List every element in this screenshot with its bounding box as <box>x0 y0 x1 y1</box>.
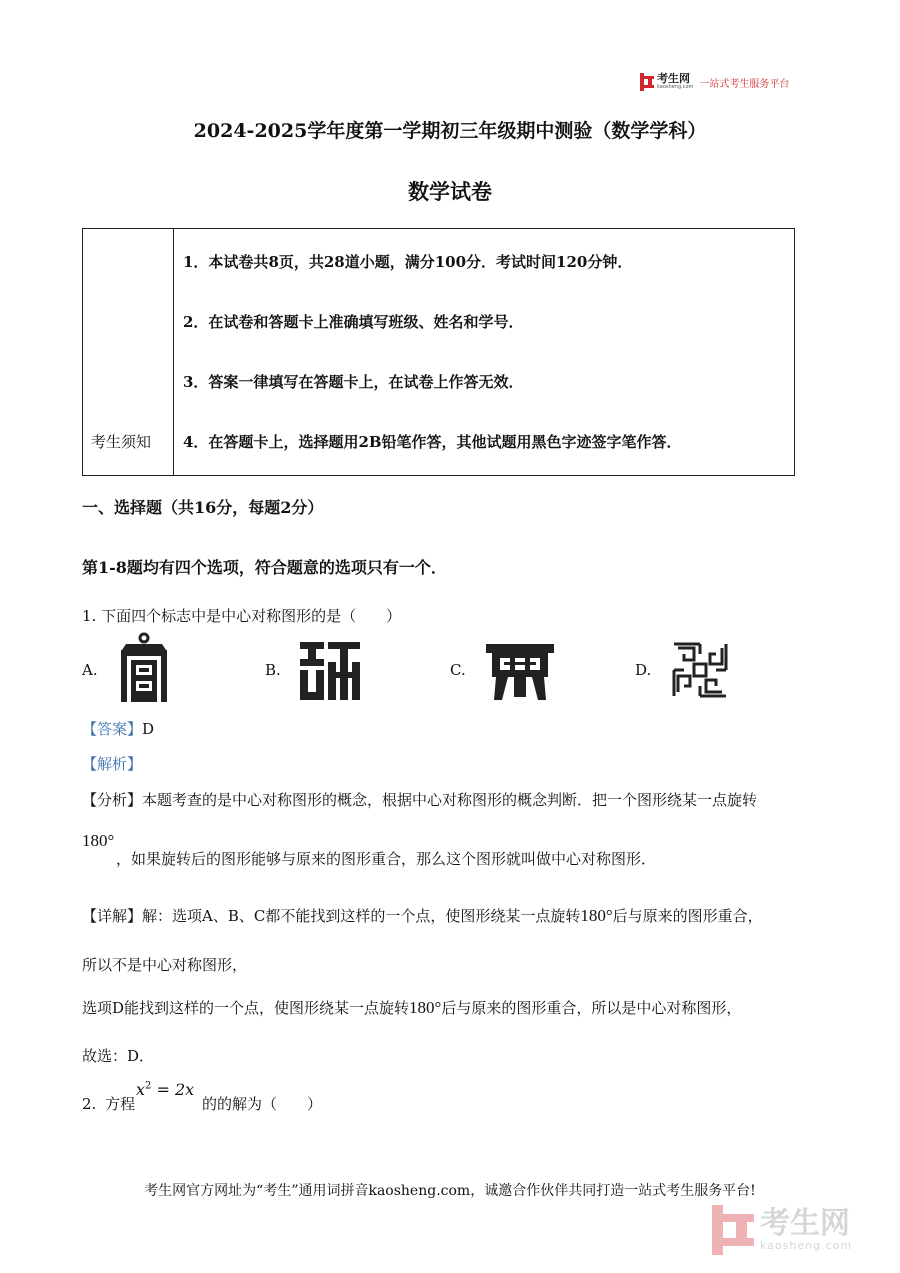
degree-value: 180° <box>580 906 613 925</box>
conclusion: 故选：D． <box>82 1047 155 1065</box>
notice-box <box>82 228 795 476</box>
option-b-label: B. <box>265 661 281 679</box>
answer-value: D <box>142 720 155 738</box>
option-d-label: D. <box>635 661 652 679</box>
kaosheng-logo-icon <box>640 73 654 91</box>
brand-name: 考生网 kaosheng.com <box>657 72 694 90</box>
degree-value: 180° <box>82 831 115 850</box>
notice-item: 3．答案一律填写在答题卡上，在试卷上作答无效． <box>183 373 524 391</box>
section-title: 一、选择题（共16分，每题2分） <box>82 498 324 517</box>
answer-row <box>82 718 154 739</box>
question-2-stem: 2. 方程 <box>82 1095 136 1113</box>
footer-text: 考生网官方网址为“考生”通用词拼音kaosheng.com，诚邀合作伙伴共同打造一站式考生服务平台! <box>144 1183 756 1199</box>
option-a-logo-icon <box>116 632 172 702</box>
analysis-tag: 【解析】 <box>82 755 143 773</box>
notice-item: 1．本试卷共8页，共28道小题，满分100分．考试时间120分钟． <box>183 253 633 271</box>
detail-line-2: 所以不是中心对称图形， <box>82 956 248 974</box>
section-instruction: 第1-8题均有四个选项，符合题意的选项只有一个． <box>82 558 447 577</box>
analysis-line-1: 【分析】本题考查的是中心对称图形的概念，根据中心对称图形的概念判断．把一个图形绕某一点旋转 <box>82 791 758 809</box>
analysis-line-2: ，如果旋转后的图形能够与原来的图形重合，那么这个图形就叫做中心对称图形． <box>116 850 657 868</box>
brand-slogan: 一站式考生服务平台 <box>699 78 790 90</box>
watermark <box>712 1205 852 1255</box>
option-b-logo-icon <box>300 642 360 700</box>
paper-title: 数学试卷 <box>408 179 492 204</box>
option-c-logo-icon <box>486 644 554 700</box>
option-c-label: C. <box>450 661 466 679</box>
equation: $x^2 = 2x$ <box>136 1080 195 1099</box>
option-a-label: A. <box>82 661 98 679</box>
kaosheng-watermark-icon <box>712 1205 754 1255</box>
answer-tag: 【答案】 <box>82 720 143 738</box>
detail-line-3: 选项D能找到这样的一个点，使图形绕某一点旋转180°后与原来的图形重合，所以是中心对称图形， <box>82 998 742 1017</box>
notice-item: 2．在试卷和答题卡上准确填写班级、姓名和学号． <box>183 313 524 331</box>
question-2-suffix: 的的解为（ ） <box>202 1095 323 1113</box>
notice-heading: 考生须知 <box>91 433 152 451</box>
detail-prefix: 【详解】 <box>82 907 143 925</box>
question-1-stem: 1. 下面四个标志中是中心对称图形的是（ ） <box>82 607 402 625</box>
notice-item: 4．在答题卡上，选择题用2B铅笔作答，其他试题用黑色字迹签字笔作答． <box>183 433 682 451</box>
degree-value: 180° <box>409 998 442 1017</box>
notice-divider <box>173 229 174 475</box>
brand-logo <box>640 72 789 92</box>
detail-line-1: 【详解】解：选项A、B、C都不能找到这样的一个点，使图形绕某一点旋转180°后与原来的图形重合， <box>82 906 763 925</box>
option-d-logo-icon <box>670 640 730 700</box>
watermark-text: 考生网 kaosheng.com <box>760 1206 853 1252</box>
question-2-number: 2. <box>82 1095 97 1113</box>
analysis-prefix: 【分析】 <box>82 791 143 809</box>
exam-title: 2024-2025学年度第一学期初三年级期中测验（数学学科） <box>193 120 707 142</box>
